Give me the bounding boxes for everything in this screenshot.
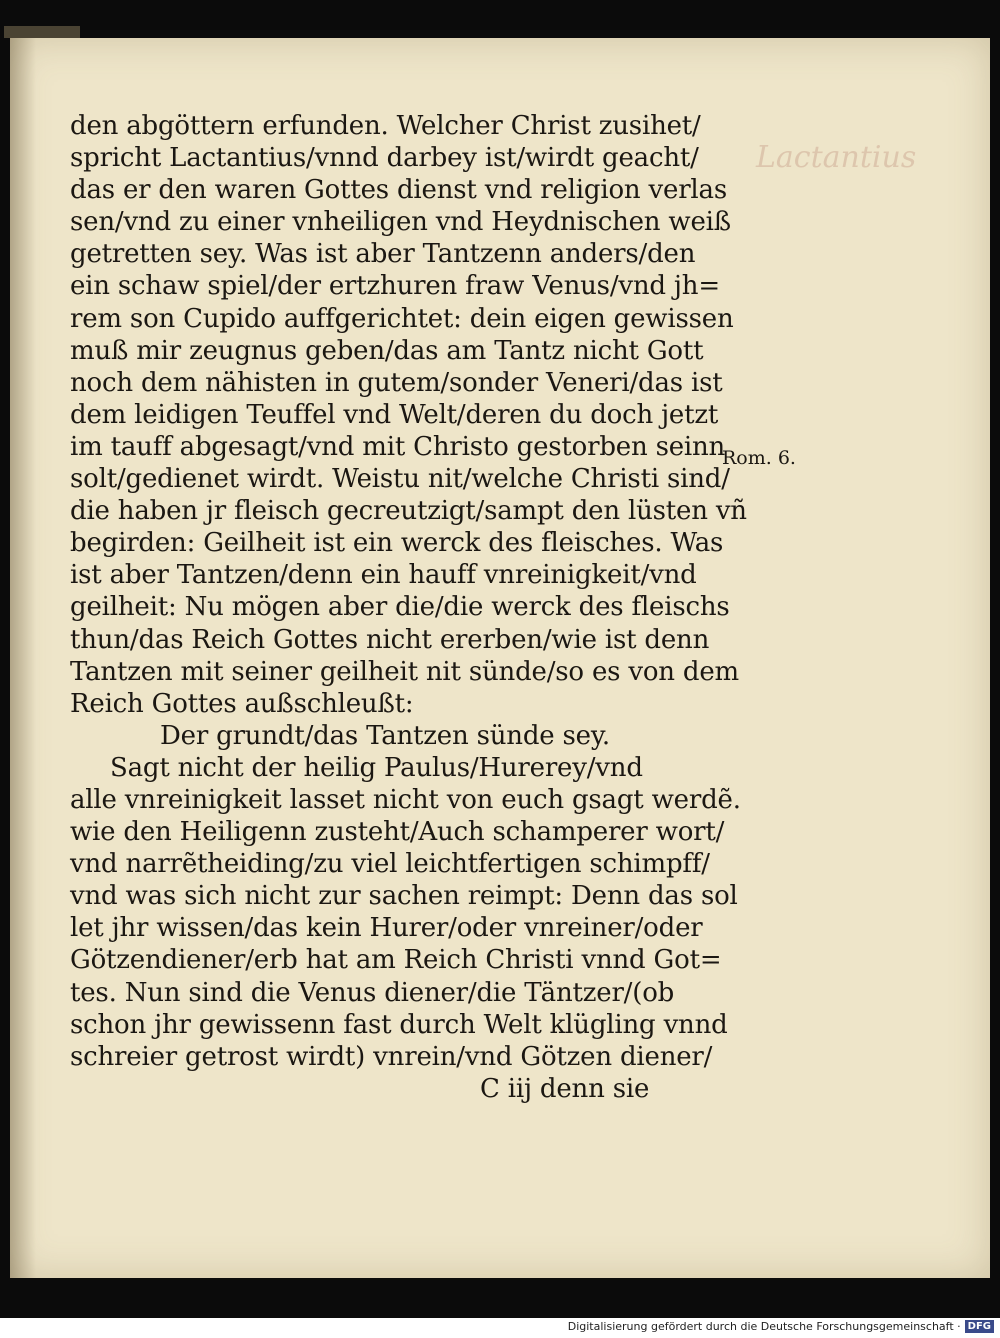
margin-note: Rom. 6. xyxy=(722,447,796,469)
text-line: Reich Gottes außschleußt: xyxy=(70,688,414,719)
text-line: sen/vnd zu einer vnheiligen vnd Heydnischen weiß xyxy=(70,207,731,238)
text-line: rem son Cupido auffgerichtet: dein eigen gewissen xyxy=(70,303,734,334)
text-line: solt/gedienet wirdt. Weistu nit/welche Christi sind/ xyxy=(70,464,730,495)
text-line: Götzendiener/erb hat am Reich Christi vnnd Got= xyxy=(70,945,722,976)
binding-shadow xyxy=(10,38,36,1278)
text-line: dem leidigen Teuffel vnd Welt/deren du doch jetzt xyxy=(70,399,719,430)
footer-credit-text: Digitalisierung gefördert durch die Deutsche Forschungsgemeinschaft · xyxy=(567,1319,961,1333)
text-line: Sagt nicht der heilig Paulus/Hurerey/vnd xyxy=(110,752,643,783)
text-line: tes. Nun sind die Venus diener/die Täntzer/(ob xyxy=(70,977,675,1008)
text-line: Tantzen mit seiner geilheit nit sünde/so es von dem xyxy=(70,656,739,687)
text-line: schon jhr gewissenn fast durch Welt klügling vnnd xyxy=(70,1009,728,1040)
footer-credit xyxy=(568,1318,994,1334)
text-line: schreier getrost wirdt) vnrein/vnd Götzen diener/ xyxy=(70,1041,713,1072)
dfg-logo: DFG xyxy=(965,1320,994,1333)
text-line: spricht Lactantius/vnnd darbey ist/wirdt geacht/ xyxy=(70,143,699,174)
text-line: getretten sey. Was ist aber Tantzenn anders/den xyxy=(70,239,696,270)
text-line: den abgöttern erfunden. Welcher Christ zusihet/ xyxy=(70,111,701,141)
text-line: ein schaw spiel/der ertzhuren fraw Venus/vnd jh= xyxy=(70,271,720,302)
text-line: im tauff abgesagt/vnd mit Christo gestorben seinn xyxy=(70,431,726,462)
text-line: geilheit: Nu mögen aber die/die werck des fleischs xyxy=(70,592,730,623)
text-line: muß mir zeugnus geben/das am Tantz nicht Gott xyxy=(70,335,704,366)
text-line: die haben jr fleisch gecreutzigt/sampt den lüsten vñ xyxy=(70,496,747,527)
text-line: begirden: Geilheit ist ein werck des fleisches. Was xyxy=(70,528,724,559)
signature-catchword-line: C iij denn sie xyxy=(480,1073,650,1104)
text-line: vnd narrẽtheiding/zu viel leichtfertigen schimpff/ xyxy=(70,849,710,880)
text-line: alle vnreinigkeit lasset nicht von euch gsagt werdẽ. xyxy=(70,784,741,815)
text-line: thun/das Reich Gottes nicht ererben/wie ist denn xyxy=(70,624,710,655)
section-heading: Der grundt/das Tantzen sünde sey. xyxy=(160,720,610,751)
text-line: let jhr wissen/das kein Hurer/oder vnreiner/oder xyxy=(70,913,703,944)
margin-note-faded: Lactantius xyxy=(756,140,917,175)
text-block xyxy=(70,110,747,1105)
text-line: wie den Heiligenn zusteht/Auch schamperer wort/ xyxy=(70,817,725,848)
text-line: ist aber Tantzen/denn ein hauff vnreinigkeit/vnd xyxy=(70,560,697,591)
text-line: noch dem nähisten in gutem/sonder Veneri/das ist xyxy=(70,367,723,398)
scan-edge-tab xyxy=(4,26,80,38)
text-line: das er den waren Gottes dienst vnd religion verlas xyxy=(70,175,727,206)
text-line: vnd was sich nicht zur sachen reimpt: Denn das sol xyxy=(70,881,738,912)
